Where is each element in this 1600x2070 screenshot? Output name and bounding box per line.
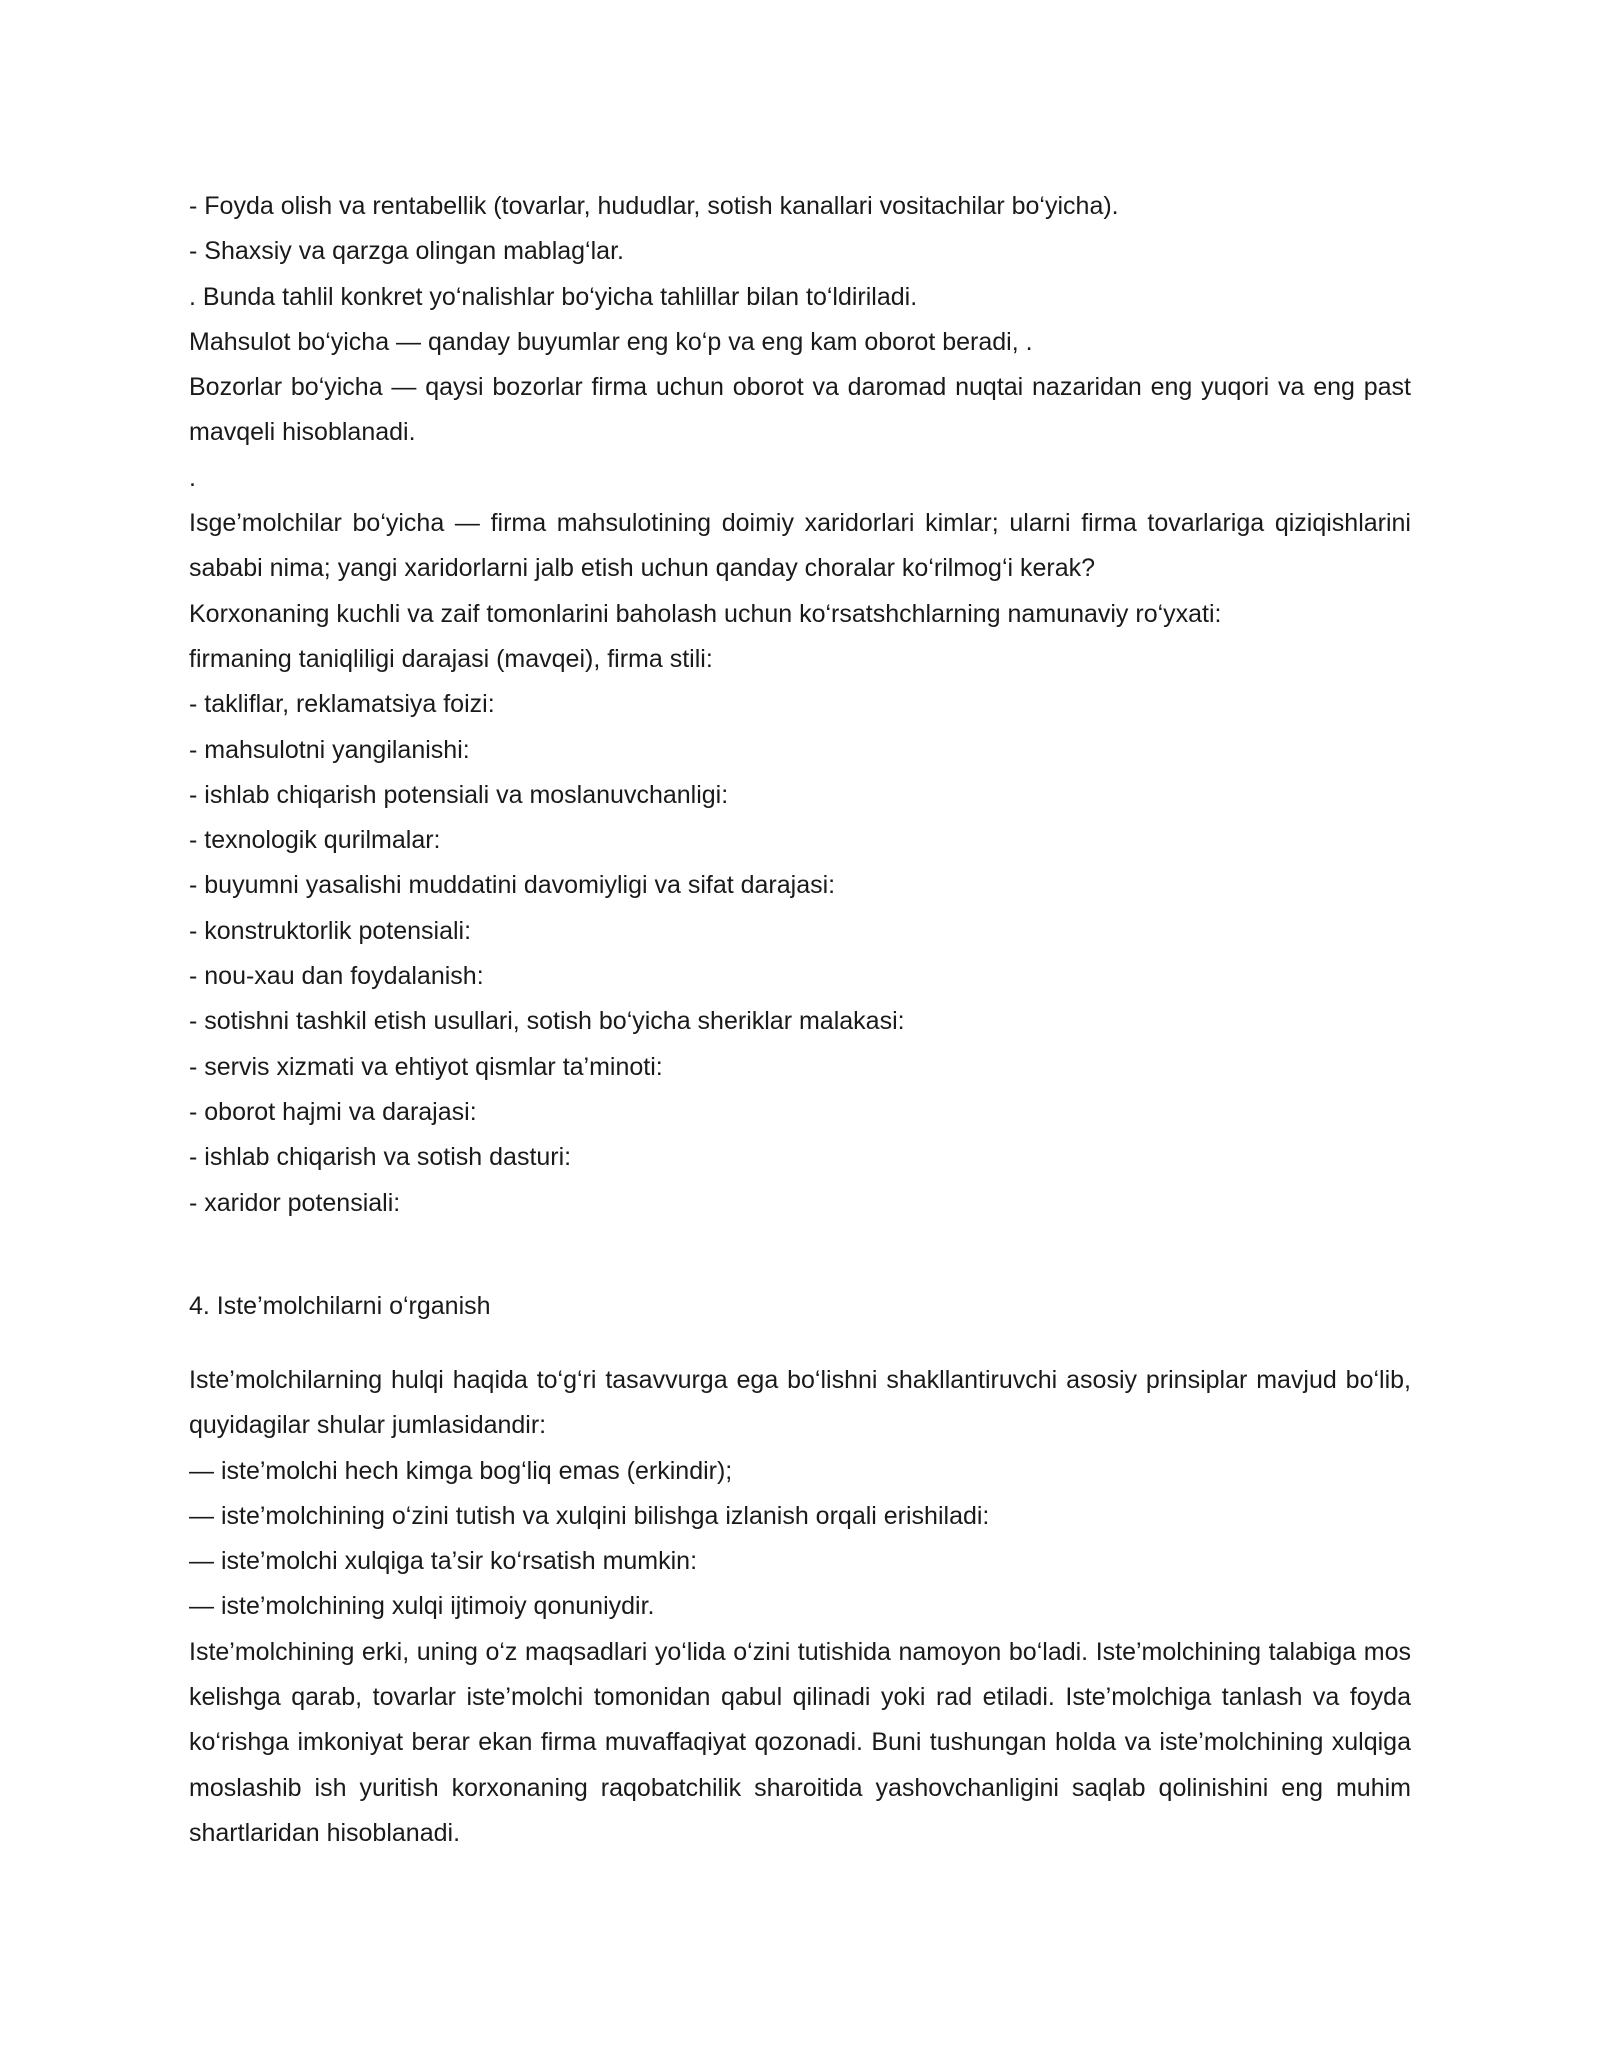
list-intro: Korxonaning kuchli va zaif tomonlarini baholash uchun ko‘rsatshchlarning namunaviy ro‘yxati: [189, 599, 1222, 628]
analysis-section [189, 184, 1411, 1226]
text-line: - Shaxsiy va qarzga olingan mablag‘lar. [189, 237, 624, 266]
list-item: - xaridor potensiali: [189, 1188, 401, 1217]
list-item: - nou-xau dan foydalanish: [189, 962, 484, 991]
list-item: firmaning taniqliligi darajasi (mavqei), firma stili: [189, 644, 713, 673]
list-item: - ishlab chiqarish va sotish dasturi: [189, 1143, 572, 1172]
markets-paragraph: Bozorlar bo‘yicha — qaysi bozorlar firma uchun oborot va daromad nuqtai nazaridan eng yuqori va eng past mavqeli hisoblanadi. [189, 373, 1411, 447]
section-heading: 4. Iste’molchilarni o‘rganish [189, 1292, 491, 1320]
list-item: - servis xizmati va ehtiyot qismlar ta’minoti: [189, 1052, 663, 1081]
list-item: - mahsulotni yangilanishi: [189, 735, 470, 764]
list-item: - takliflar, reklamatsiya foizi: [189, 690, 495, 719]
list-item: - oborot hajmi va darajasi: [189, 1097, 477, 1126]
principle-item: — iste’molchi xulqiga ta’sir ko‘rsatish mumkin: [189, 1547, 698, 1576]
consumer-study-section [189, 1358, 1411, 1856]
text-line: Mahsulot bo‘yicha — qanday buyumlar eng ko‘p va eng kam oborot beradi, . [189, 327, 1033, 356]
list-item: - buyumni yasalishi muddatini davomiyligi va sifat darajasi: [189, 871, 836, 900]
intro-paragraph: Iste’molchilarning hulqi haqida to‘g‘ri tasavvurga ega bo‘lishni shakllantiruvchi asosiy prinsiplar mavjud bo‘lib, quyidagilar shular jumlasidandir: [189, 1366, 1411, 1440]
list-item: - konstruktorlik potensiali: [189, 916, 472, 945]
principle-item: — iste’molchining o‘zini tutish va xulqini bilishga izlanish orqali erishiladi: [189, 1501, 990, 1530]
text-line: . Bunda tahlil konkret yo‘nalishlar bo‘yicha tahlillar bilan to‘ldiriladi. [189, 282, 918, 311]
principle-item: — iste’molchining xulqi ijtimoiy qonuniydir. [189, 1592, 655, 1621]
list-item: - texnologik qurilmalar: [189, 826, 441, 855]
principle-item: — iste’molchi hech kimga bog‘liq emas (erkindir); [189, 1456, 733, 1485]
consumers-paragraph: Isge’molchilar bo‘yicha — firma mahsulotining doimiy xaridorlari kimlar; ularni firma tovarlariga qiziqishlarini sababi nima; yangi xaridorlarni jalb etish uchun qanday choralar ko‘rilmog‘i kerak? [189, 509, 1411, 583]
list-item: - sotishni tashkil etish usullari, sotish bo‘yicha sheriklar malakasi: [189, 1007, 905, 1036]
dot-line: . [189, 463, 196, 492]
text-line: - Foyda olish va rentabellik (tovarlar, hududlar, sotish kanallari vositachilar bo‘yicha). [189, 192, 1119, 220]
closing-paragraph: Iste’molchining erki, uning o‘z maqsadlari yo‘lida o‘zini tutishida namoyon bo‘ladi. Iste’molchining talabiga mos kelishga qarab, tovarlar iste’molchi tomonidan qabul qilinadi yoki rad etiladi. Iste’molchiga tanlash va foyda ko‘rishga imkoniyat berar ekan firma muvaffaqiyat qozonadi. Buni tushungan holda va iste’molchining xulqiga moslashib ish yuritish korxonaning raqobatchilik sharoitida yashovchanligini saqlab qolinishini eng muhim shartlaridan hisoblanadi. [189, 1637, 1411, 1847]
list-item: - ishlab chiqarish potensiali va moslanuvchanligi: [189, 780, 729, 809]
section-heading-block [189, 1284, 1411, 1329]
